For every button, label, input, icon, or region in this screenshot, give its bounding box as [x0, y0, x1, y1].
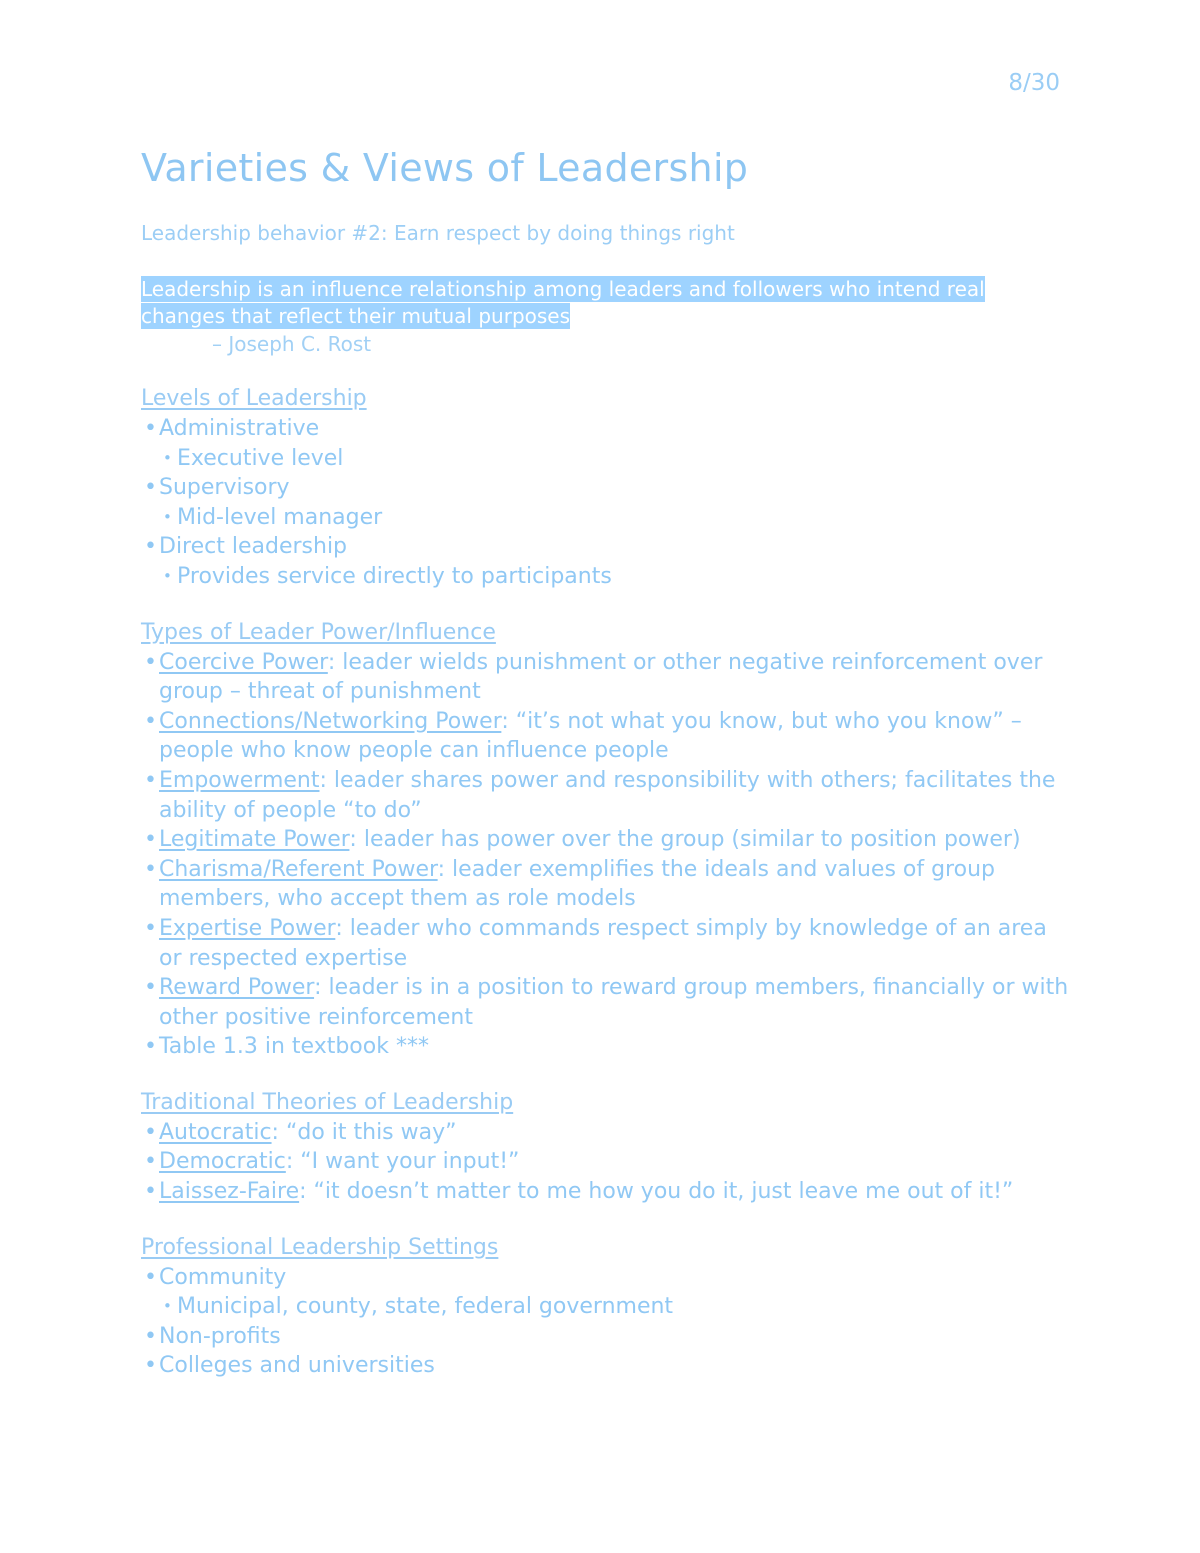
list-item: • Supervisory [141, 473, 1071, 503]
power-desc: Table 1.3 in textbook *** [159, 1034, 429, 1060]
list-item [141, 707, 1071, 766]
settings-heading: Professional Leadership Settings [141, 1234, 499, 1260]
list-item [141, 648, 1071, 707]
quote-attribution: – Joseph C. Rost [212, 332, 372, 356]
power-list [141, 648, 1071, 1062]
list-item [141, 1177, 1071, 1207]
list-item: • Direct leadership [141, 532, 1071, 562]
theory-desc: : “I want your input!” [285, 1149, 520, 1175]
power-section [141, 618, 1071, 1062]
highlighted-quote[interactable]: Leadership is an influence relationship among leaders and followers who intend real changes that reflect their mutual purposes [141, 277, 985, 328]
theory-desc: : “it doesn’t matter to me how you do it, just leave me out of it!” [299, 1179, 1014, 1205]
theory-term: Democratic [159, 1149, 286, 1175]
settings-list [141, 1263, 1071, 1381]
power-desc: : “it’s not what you know, but who you know” – people who know people can influence people [159, 708, 1022, 764]
document-body [141, 140, 1071, 1381]
power-heading: Types of Leader Power/Influence [141, 619, 496, 645]
power-term: Connections/Networking Power [159, 708, 502, 734]
sub-list-item: • Executive level [141, 444, 1071, 474]
levels-heading: Levels of Leadership [141, 386, 367, 411]
power-desc: : leader shares power and responsibility with others; facilitates the ability of people “to do” [159, 767, 1056, 823]
page-number: 8/30 [1008, 70, 1060, 96]
power-term: Legitimate Power [159, 827, 350, 853]
power-term: Expertise Power [159, 915, 336, 941]
list-item [141, 855, 1071, 914]
theory-term: Laissez-Faire [159, 1179, 300, 1205]
list-item [141, 825, 1071, 855]
levels-section [141, 384, 1071, 592]
sub-list-item: • Municipal, county, state, federal government [141, 1292, 1071, 1322]
list-item: • Non-profits [141, 1322, 1071, 1352]
theory-term: Autocratic [159, 1119, 272, 1145]
list-item [141, 973, 1071, 1032]
sub-list-item: • Provides service directly to participants [141, 562, 1071, 592]
theories-list [141, 1118, 1071, 1207]
list-item: • Community [141, 1263, 1071, 1293]
theories-section [141, 1088, 1071, 1207]
power-term: Charisma/Referent Power [159, 856, 438, 882]
list-item: • Administrative [141, 414, 1071, 444]
theories-heading: Traditional Theories of Leadership [141, 1089, 514, 1115]
settings-section [141, 1233, 1071, 1381]
theory-desc: : “do it this way” [271, 1119, 457, 1145]
power-desc: : leader is in a position to reward group members, financially or with other positive reinforcement [159, 975, 1069, 1030]
list-item [141, 766, 1071, 825]
levels-list [141, 414, 1071, 592]
list-item [141, 1118, 1071, 1148]
list-item [141, 1032, 1071, 1062]
power-desc: : leader who commands respect simply by knowledge of an area or respected expertise [159, 915, 1047, 971]
behavior-line: Leadership behavior #2: Earn respect by doing things right [141, 221, 735, 245]
power-term: Coercive Power [159, 649, 328, 675]
list-item [141, 1147, 1071, 1177]
sub-list-item: • Mid-level manager [141, 503, 1071, 533]
list-item: • Colleges and universities [141, 1351, 1071, 1381]
page-title: Varieties & Views of Leadership [141, 146, 749, 190]
power-desc: : leader has power over the group (similar to position power) [349, 827, 1021, 853]
power-desc: : leader exemplifies the ideals and values of group members, who accept them as role models [159, 856, 995, 912]
quote-block [141, 276, 1071, 358]
list-item [141, 914, 1071, 973]
power-desc: : leader wields punishment or other negative reinforcement over group – threat of punishment [159, 649, 1043, 705]
power-term: Empowerment [159, 767, 320, 793]
power-term: Reward Power [159, 975, 315, 1001]
